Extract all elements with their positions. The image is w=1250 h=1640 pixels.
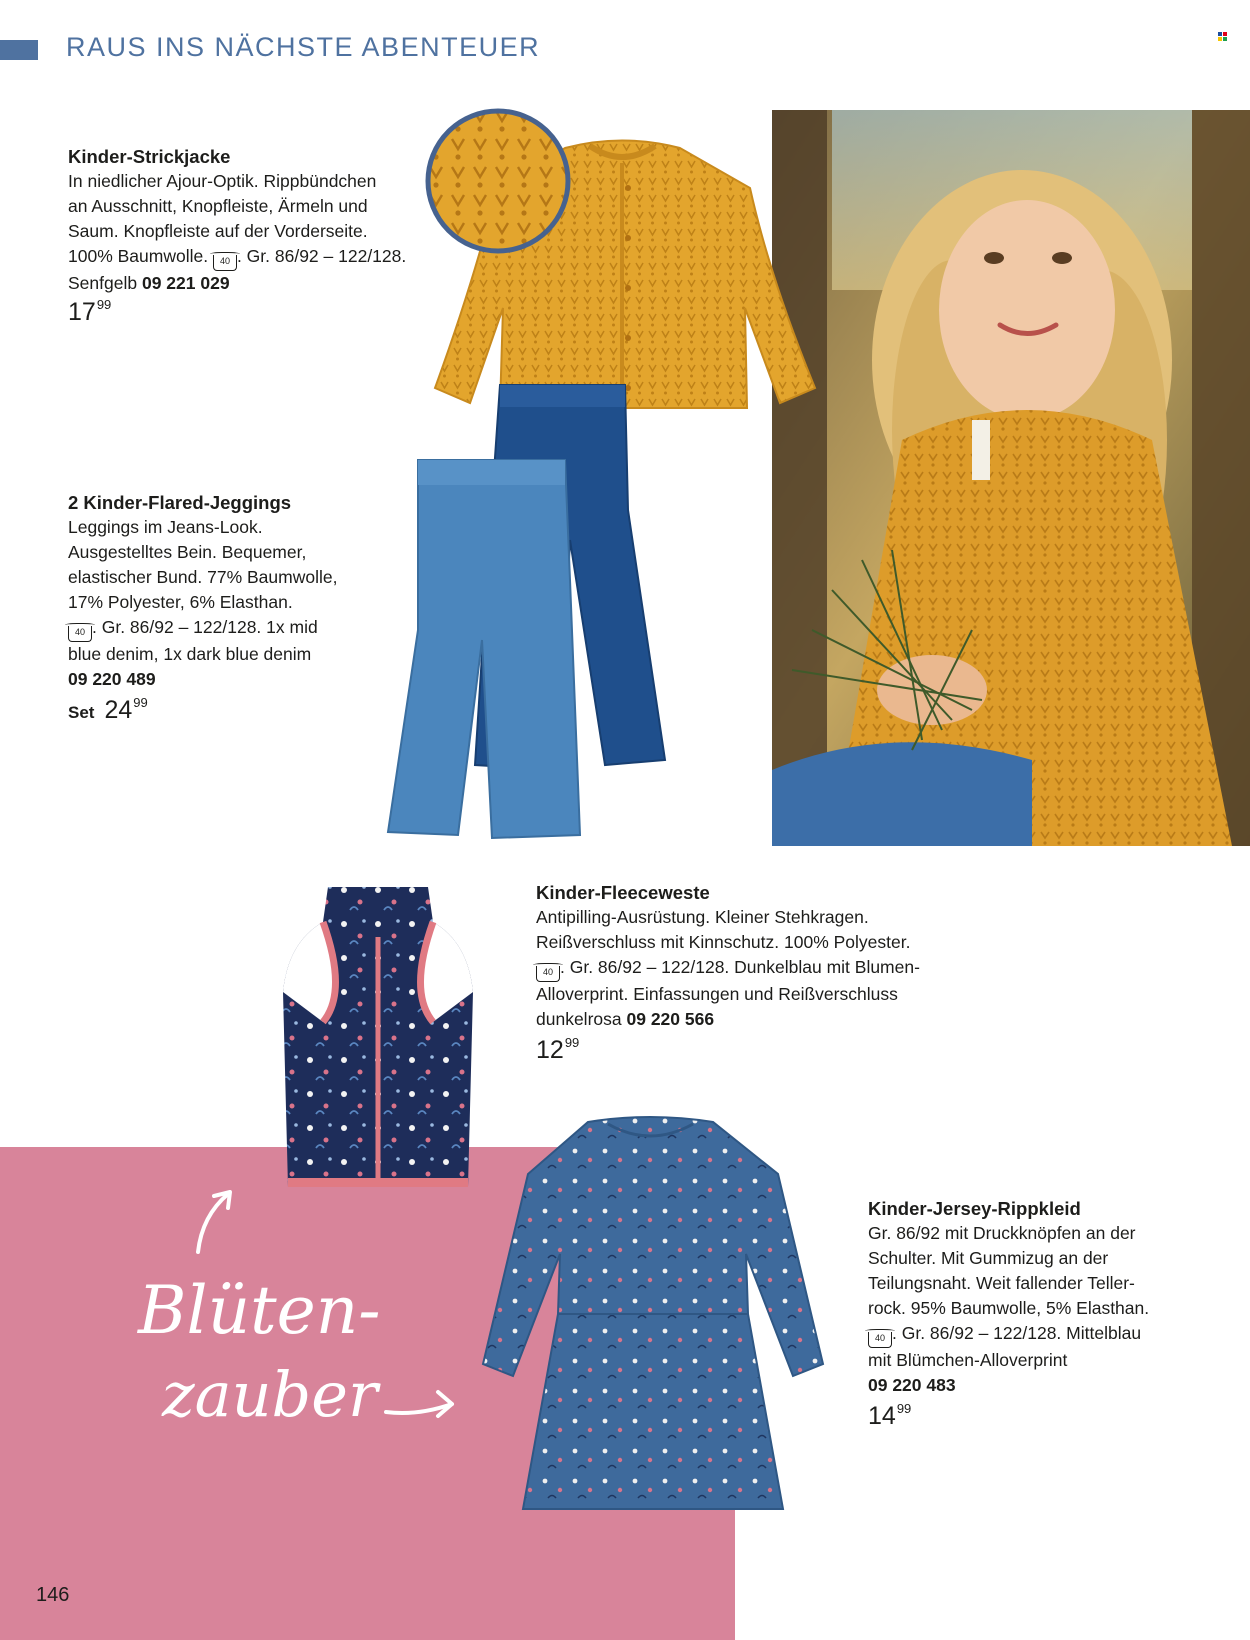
- product-name: Kinder-Strickjacke: [68, 146, 231, 167]
- price-main: 17: [68, 298, 96, 326]
- product-description-sizes: . Gr. 86/92 – 122/128. Mittelblau mit Blümchen-Alloverprint: [868, 1323, 1142, 1370]
- wash-40-icon: 40: [213, 255, 237, 271]
- price-strickjacke: [68, 298, 111, 327]
- jeggings-illustration: [380, 380, 680, 840]
- product-code: 09 221 029: [141, 273, 230, 293]
- price-prefix: Set: [68, 703, 95, 722]
- price-fleeceweste: [536, 1036, 579, 1065]
- wash-40-icon: 40: [68, 626, 92, 642]
- product-color: Senfgelb: [68, 273, 138, 293]
- product-color: dunkelrosa: [536, 1009, 622, 1029]
- product-description-sizes: . Gr. 86/92 – 122/128. 1x mid blue denim, 1x dark blue denim: [68, 617, 318, 664]
- vest-illustration: [268, 882, 488, 1197]
- child-photo: [772, 110, 1250, 846]
- product-description: Gr. 86/92 mit Druckknöpfen an der Schulter. Mit Gummizug an der Teilungsnaht. Weit fallender Teller- rock. 95% Baumwolle, 5% Elasthan.: [868, 1223, 1150, 1318]
- price-main: 24: [104, 696, 133, 724]
- price-rippkleid: [868, 1402, 911, 1431]
- price-jeggings: [68, 696, 148, 725]
- product-name: 2 Kinder-Flared-Jeggings: [68, 492, 292, 513]
- page-number: 146: [36, 1584, 70, 1606]
- price-main: 12: [536, 1036, 564, 1064]
- price-cents: 99: [96, 297, 112, 312]
- cardigan-illustration: [425, 108, 820, 418]
- product-fleeceweste: [536, 880, 956, 1032]
- script-line-2: zauber: [162, 1358, 378, 1431]
- product-name: Kinder-Fleeceweste: [536, 882, 710, 903]
- price-cents: 99: [133, 695, 148, 710]
- product-description: In niedlicher Ajour-Optik. Rippbündchen an Ausschnitt, Knopfleiste, Ärmeln und Saum. Knopfleiste auf der Vorderseite. 100% Baumwolle.: [68, 171, 377, 266]
- arrow-up-icon: [190, 1186, 240, 1256]
- price-cents: 99: [564, 1035, 580, 1050]
- product-code: 09 220 489: [68, 669, 156, 689]
- product-code: 09 220 483: [868, 1375, 956, 1395]
- header-accent-bar: [0, 40, 38, 60]
- product-name: Kinder-Jersey-Rippkleid: [868, 1198, 1081, 1219]
- product-description: Leggings im Jeans-Look. Ausgestelltes Bein. Bequemer, elastischer Bund. 77% Baumwolle, 17% Polyester, 6% Elasthan.: [68, 517, 338, 612]
- product-description-sizes: . Gr. 86/92 – 122/128.: [236, 246, 407, 266]
- product-code: 09 220 566: [626, 1009, 715, 1029]
- product-description-sizes: . Gr. 86/92 – 122/128. Dunkelblau mit Blumen- Alloverprint. Einfassungen und Reißverschluss: [536, 957, 920, 1004]
- wash-40-icon: 40: [536, 966, 560, 982]
- price-main: 14: [868, 1402, 896, 1430]
- product-description: Antipilling-Ausrüstung. Kleiner Stehkragen. Reißverschluss mit Kinnschutz. 100% Polyester.: [536, 907, 911, 952]
- wash-40-icon: 40: [868, 1332, 892, 1348]
- page-title: RAUS INS NÄCHSTE ABENTEUER: [66, 32, 541, 62]
- script-line-1: Blüten-: [138, 1272, 381, 1349]
- dress-illustration: [478, 1114, 828, 1514]
- product-rippkleid: [868, 1196, 1228, 1398]
- price-cents: 99: [896, 1401, 912, 1416]
- product-jeggings: [68, 490, 388, 692]
- product-strickjacke: [68, 144, 468, 296]
- arrow-right-icon: [382, 1386, 457, 1426]
- brand-logo-icon: [1218, 32, 1227, 41]
